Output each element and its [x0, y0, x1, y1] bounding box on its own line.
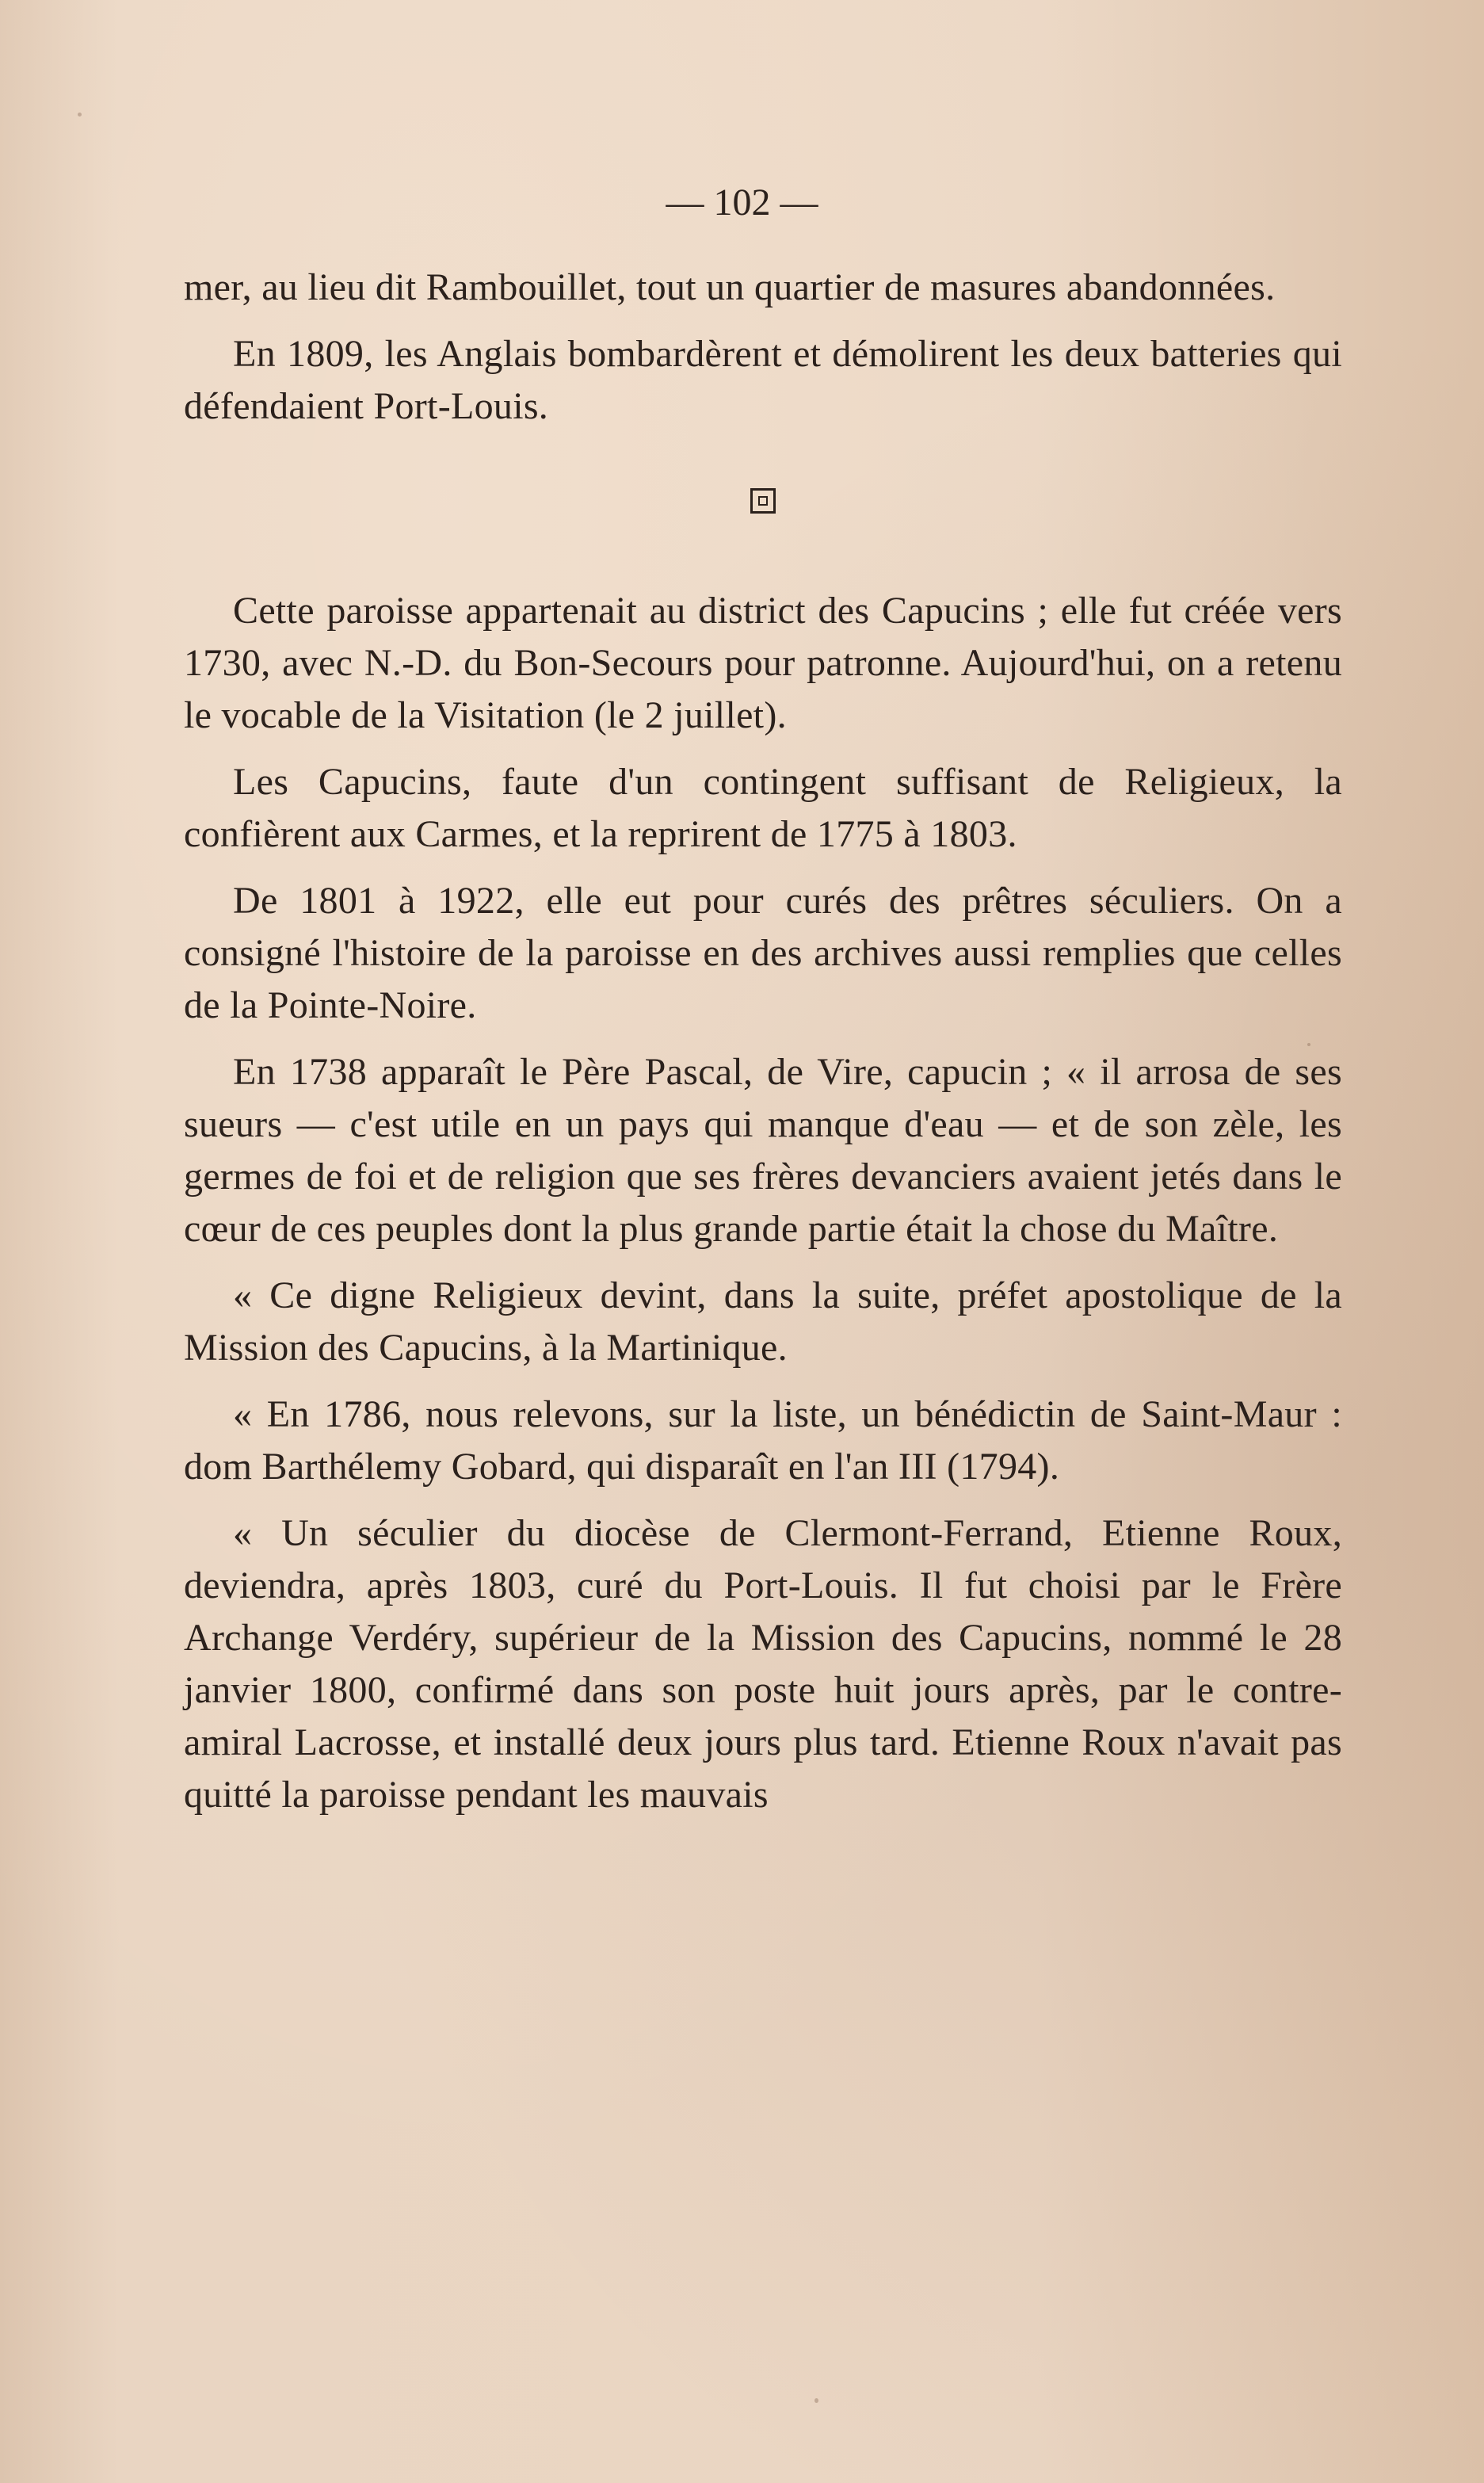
body-text	[184, 262, 1342, 1836]
paragraph: « Ce digne Religieux devint, dans la suite, préfet apostolique de la Mission des Capucins, à la Martinique.	[184, 1274, 1342, 1369]
section-separator	[184, 488, 1342, 514]
paragraph: « En 1786, nous relevons, sur la liste, un bénédictin de Saint-Maur : dom Barthélemy Gobard, qui disparaît en l'an III (1794).	[184, 1393, 1342, 1488]
paragraph: En 1809, les Anglais bombardèrent et démolirent les deux batteries qui défendaient Port-Louis.	[184, 333, 1342, 427]
square-ornament-icon	[750, 488, 776, 514]
paragraph: Cette paroisse appartenait au district des Capucins ; elle fut créée vers 1730, avec N.-D. du Bon-Secours pour patronne. Aujourd'hui, on a retenu le vocable de la Visitation (le 2 juillet).	[184, 590, 1342, 736]
paper-speck	[814, 2398, 818, 2403]
page-number: — 102 —	[666, 181, 818, 223]
paragraph: En 1738 apparaît le Père Pascal, de Vire, capucin ; « il arrosa de ses sueurs — c'est utile en un pays qui manque d'eau — et de son zèle, les germes de foi et de religion que ses frères devanciers avaient jetés dans le cœur de ces peuples dont la plus grande partie était la chose du Maître.	[184, 1051, 1342, 1250]
paper-speck	[78, 113, 82, 117]
paragraph: De 1801 à 1922, elle eut pour curés des prêtres séculiers. On a consigné l'histoire de la paroisse en des archives aussi remplies que celles de la Pointe-Noire.	[184, 880, 1342, 1026]
paragraph: « Un séculier du diocèse de Clermont-Ferrand, Etienne Roux, deviendra, après 1803, curé du Port-Louis. Il fut choisi par le Frère Archange Verdéry, supérieur de la Mission des Capucins, nommé le 28 janvier 1800, confirmé dans son poste huit jours après, par le contre-amiral Lacrosse, et installé deux jours plus tard. Etienne Roux n'avait pas quitté la paroisse pendant les mauvais	[184, 1512, 1342, 1816]
paragraph: Les Capucins, faute d'un contingent suffisant de Religieux, la confièrent aux Carmes, et la reprirent de 1775 à 1803.	[184, 761, 1342, 855]
paragraph: mer, au lieu dit Rambouillet, tout un quartier de masures abandonnées.	[184, 266, 1276, 308]
